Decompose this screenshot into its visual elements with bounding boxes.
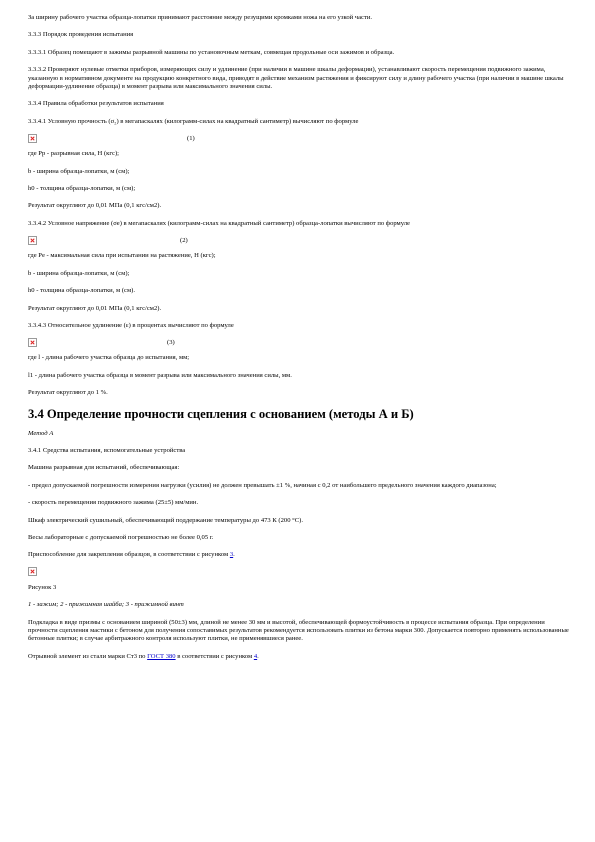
paragraph: 3.3.3.2 Проверяют нулевые отметки приборов, измеряющих силу и удлинение (при наличии в машине шкалы деформации), устанавливают скорость перемещения подвижного зажима, указанную в нормативном документе на продукцию конкретного вида, приводят в действие механизм растяжения и фиксируют силу и длину рабочего участка (при наличии в машине шкалы деформации-удлинение образца) в момент разрыва или максимального значения силы. [28, 66, 564, 91]
formula-number: (1) [187, 134, 195, 142]
paragraph: Результат округляют до 1 %. [28, 389, 108, 397]
paragraph-text: в соответствии с рисунком [175, 652, 254, 660]
paragraph: - предел допускаемой погрешности измерения нагрузки (усилия) не должен превышать ±1 %, начиная с 0,2 от наибольшего предельного значения каждого диапазона; [28, 481, 497, 489]
paragraph: 3.3.4.1 Условную прочность (σ₂) в мегапаскалях (килограмм-силах на квадратный сантиметр) вычисляют по формуле [28, 117, 359, 125]
paragraph-text: Отрывной элемент из стали марки Ст3 по [28, 652, 148, 660]
paragraph: Весы лабораторные с допускаемой погрешностью не более 0,05 г. [28, 533, 214, 541]
section-heading: 3.4 Определение прочности сцепления с основанием (методы А и Б) [28, 406, 414, 421]
subsection-title: 3.4.1 Средства испытания, вспомогательные устройства [28, 446, 186, 454]
paragraph: За ширину рабочего участка образца-лопатки принимают расстояние между резущими кромками ножа на его узкой части. [28, 14, 373, 21]
paragraph: 3.3.4.2 Условное напряжение (σe) в мегапаскалях (килограмм-силах на квадратный сантиметр) образца-лопатки вычисляют по формуле [28, 219, 410, 227]
figure-3-link[interactable]: 3 [229, 551, 234, 559]
paragraph: Результат округляют до 0,01 МПа (0,1 кгс/см2). [28, 304, 162, 312]
document-page [28, 14, 573, 661]
gost-380-link[interactable]: ГОСТ 380 [147, 652, 176, 660]
paragraph: b - ширина образца-лопатки, м (см); [28, 167, 130, 175]
paragraph-text: Приспособление для закрепления образцов, в соответствии с рисунком [28, 551, 230, 559]
figure-caption: Рисунок 3 [28, 583, 57, 591]
paragraph: Шкаф электрический сушильный, обеспечивающий поддержание температуры до 473 К (200 °С). [28, 516, 304, 524]
paragraph [28, 653, 573, 661]
paragraph: где Pp - разрывная сила, Н (кгс); [28, 150, 120, 158]
formula-number: (2) [180, 236, 188, 244]
broken-image-icon [28, 236, 37, 245]
paragraph: Результат округляют до 0,01 МПа (0,1 кгс/см2). [28, 202, 162, 210]
formula-1 [28, 131, 573, 145]
paragraph: h0 - толщина образца-лопатки, м (см). [28, 287, 135, 295]
broken-image-icon [28, 134, 37, 143]
paragraph: b - ширина образца-лопатки, м (см); [28, 269, 130, 277]
paragraph: где l - длина рабочего участка образца до испытания, мм; [28, 354, 190, 362]
paragraph: l1 - длина рабочего участка образца в момент разрыва или максимального значения силы, мм. [28, 371, 292, 379]
paragraph: 3.3.4.3 Относительное удлинение (ε) в процентах вычисляют по формуле [28, 321, 234, 329]
figure-4-link[interactable]: 4 [253, 652, 258, 660]
paragraph: Подкладка в виде призмы с основанием шириной (50±3) мм, длиной не менее 30 мм и высотой, обеспечивающей формоустойчивость в процессе испытания образца. При определении прочности сцепления мастики с бетоном для получения сопоставимых результатов рекомендуется использовать плитки из бетона марки 300. Допускается повторно применять использованные бетонные плитки; в случае арбитражного контроля используют плитки, не применявшиеся ранее. [28, 618, 569, 643]
method-label: Метод А [28, 429, 54, 437]
broken-image-icon [28, 338, 37, 347]
paragraph: Машина разрывная для испытаний, обеспечивающая: [28, 464, 180, 472]
paragraph-text: . [257, 652, 259, 660]
paragraph: h0 - толщина образца-лопатки, м (см); [28, 185, 136, 193]
figure-3-image [28, 565, 573, 579]
paragraph: - скорость перемещения подвижного зажима (25±5) мм/мин. [28, 499, 199, 507]
broken-image-icon [28, 567, 37, 576]
paragraph: 3.3.3.1 Образец помещают в зажимы разрывной машины по установочным меткам, совмещая продольные оси зажимов и образца. [28, 48, 395, 56]
formula-2 [28, 233, 573, 247]
formula-3 [28, 335, 573, 349]
figure-legend: 1 - зажим; 2 - прижимная шайба; 3 - прижимной винт [28, 601, 184, 609]
subsection-title: 3.3.4 Правила обработки результатов испытания [28, 100, 164, 108]
paragraph: где Pe - максимальная сила при испытании на растяжение, Н (кгс); [28, 252, 216, 260]
paragraph-text: . [233, 551, 235, 559]
subsection-title: 3.3.3 Порядок проведения испытания [28, 31, 134, 39]
paragraph [28, 551, 573, 559]
formula-number: (3) [167, 338, 175, 346]
